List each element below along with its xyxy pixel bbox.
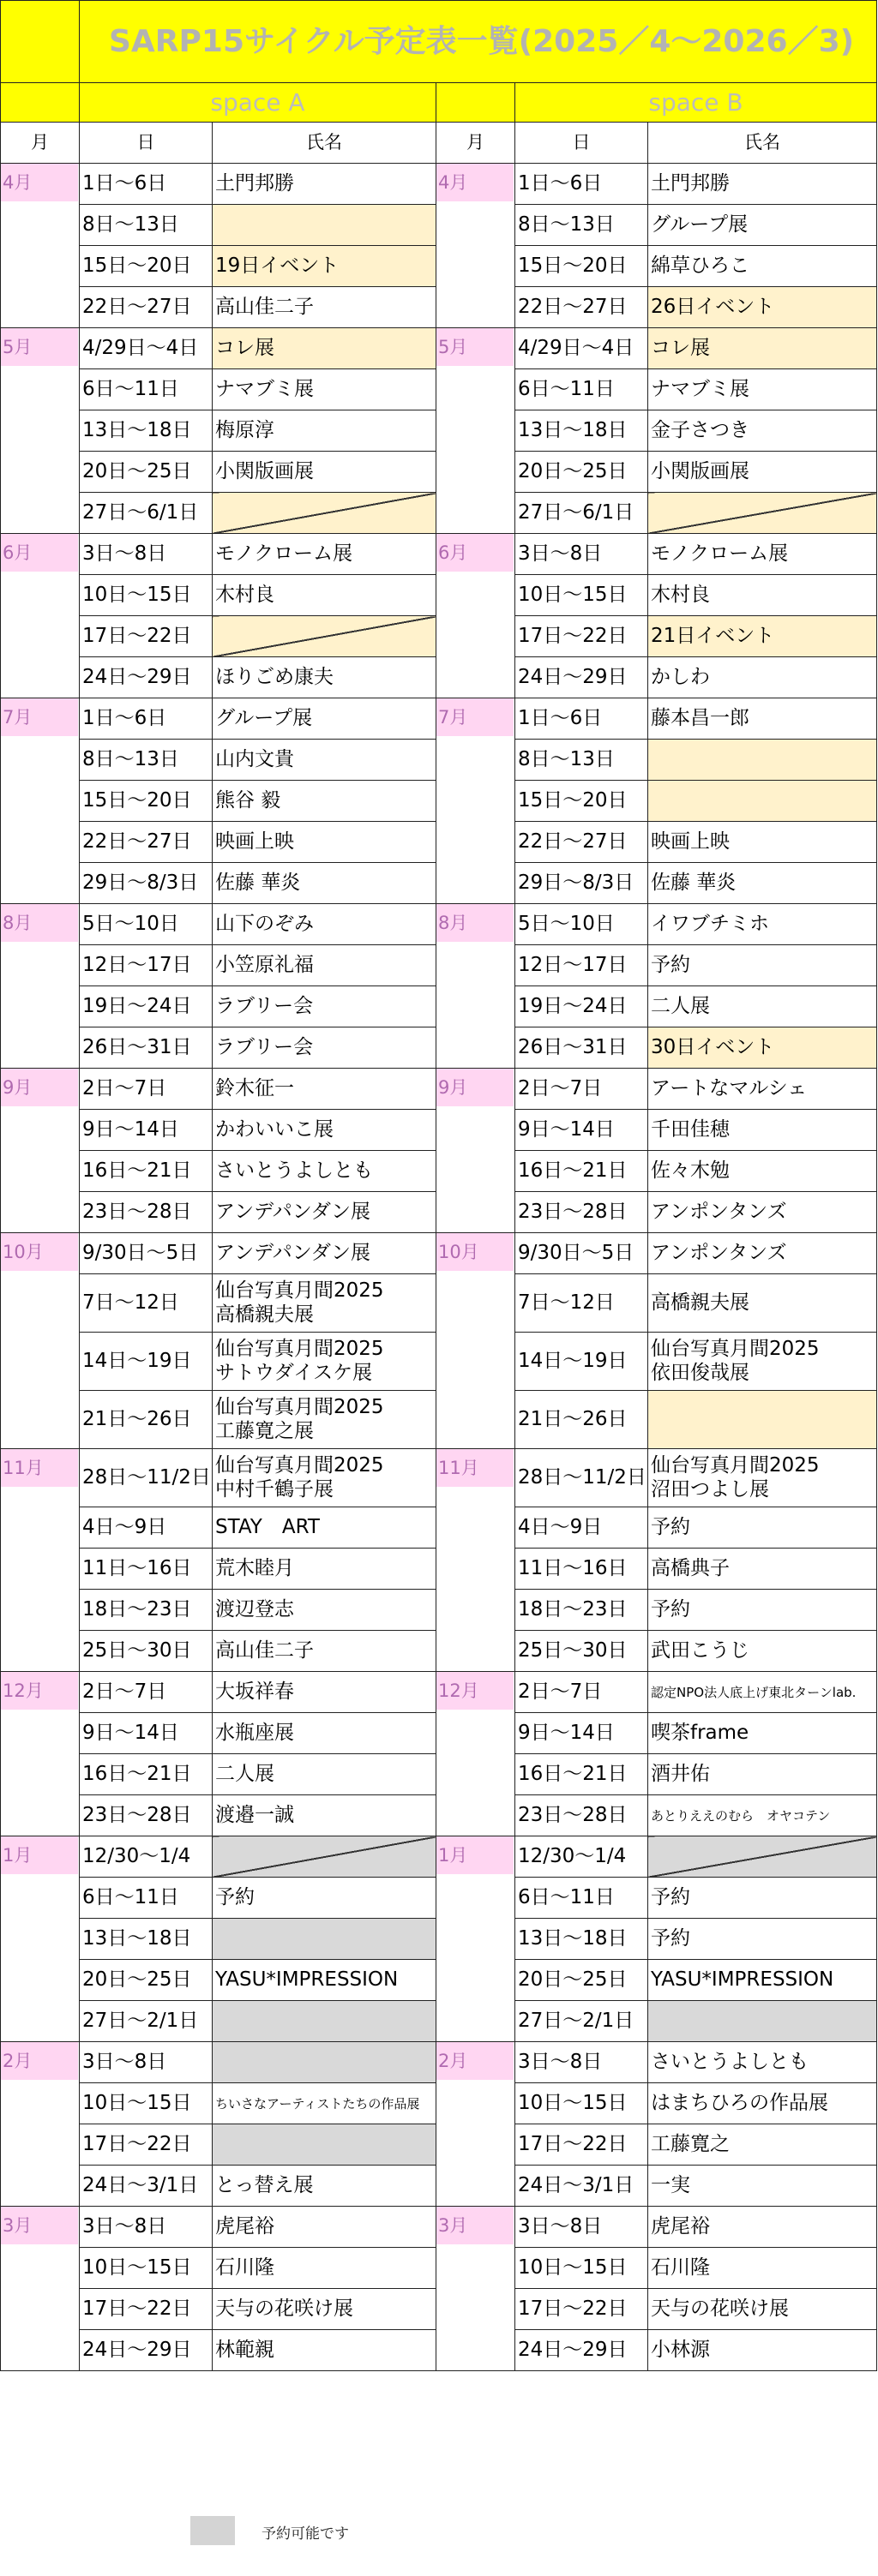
date-cell-b: 24日～29日 xyxy=(515,657,648,698)
date-cell-b: 3日～8日 xyxy=(515,2207,648,2248)
name-cell-b: 予約 xyxy=(648,1919,877,1960)
name-cell-a: 佐藤 華炎 xyxy=(213,863,436,904)
date-cell-b: 1日～6日 xyxy=(515,698,648,740)
date-cell-a: 23日～28日 xyxy=(80,1795,213,1836)
date-cell-b: 9/30日～5日 xyxy=(515,1233,648,1274)
available-legend-label: 予約可能です xyxy=(262,2525,349,2543)
date-cell-a: 10日～15日 xyxy=(80,575,213,616)
name-cell-b: 高橋親夫展 xyxy=(648,1274,877,1333)
name-cell-a: 荒木睦月 xyxy=(213,1549,436,1590)
date-cell-b: 24日～3/1日 xyxy=(515,2166,648,2207)
month-label: 8月 xyxy=(436,904,514,942)
name-cell-a: とっ替え展 xyxy=(213,2166,436,2207)
name-cell-a: 鈴木征一 xyxy=(213,1069,436,1110)
date-cell-b: 9日～14日 xyxy=(515,1713,648,1754)
name-cell-b xyxy=(648,1391,877,1449)
name-cell-a xyxy=(213,493,436,534)
name-cell-a xyxy=(213,1836,436,1878)
month-cell-a xyxy=(1,328,80,534)
name-cell-b: 一実 xyxy=(648,2166,877,2207)
name-cell-b: 予約 xyxy=(648,1878,877,1919)
name-cell-b: 喫茶frame xyxy=(648,1713,877,1754)
schedule-row xyxy=(1,698,877,740)
date-cell-b: 8日～13日 xyxy=(515,205,648,246)
month-label: 10月 xyxy=(436,1233,514,1271)
schedule-row xyxy=(1,1069,877,1110)
month-label: 6月 xyxy=(1,534,78,572)
name-cell-a: 梅原淳 xyxy=(213,410,436,452)
name-cell-b: 予約 xyxy=(648,1507,877,1549)
name-cell-b: 予約 xyxy=(648,1590,877,1631)
month-cell-b xyxy=(436,1449,515,1672)
month-cell-a xyxy=(1,2042,80,2207)
name-cell-b: 仙台写真月間2025 依田俊哉展 xyxy=(648,1333,877,1391)
name-cell-b: 木村良 xyxy=(648,575,877,616)
date-cell-a: 3日～8日 xyxy=(80,2207,213,2248)
name-cell-b: イワブチミホ xyxy=(648,904,877,945)
date-cell-b: 27日～2/1日 xyxy=(515,2001,648,2042)
date-cell-b: 10日～15日 xyxy=(515,2248,648,2289)
name-cell-a xyxy=(213,205,436,246)
date-cell-a: 7日～12日 xyxy=(80,1274,213,1333)
month-cell-b xyxy=(436,1233,515,1449)
date-cell-b: 17日～22日 xyxy=(515,2289,648,2330)
date-cell-a: 22日～27日 xyxy=(80,822,213,863)
name-cell-a: 小関版画展 xyxy=(213,452,436,493)
name-cell-a: さいとうよしとも xyxy=(213,1151,436,1192)
name-cell-a: 山下のぞみ xyxy=(213,904,436,945)
name-cell-b: ナマブミ展 xyxy=(648,369,877,410)
date-cell-b: 19日～24日 xyxy=(515,986,648,1027)
name-cell-a: 熊谷 毅 xyxy=(213,781,436,822)
date-cell-a: 10日～15日 xyxy=(80,2248,213,2289)
date-cell-b: 26日～31日 xyxy=(515,1027,648,1069)
schedule-row xyxy=(1,2207,877,2248)
name-cell-b: かしわ xyxy=(648,657,877,698)
month-cell-b xyxy=(436,1069,515,1233)
date-cell-b: 9日～14日 xyxy=(515,1110,648,1151)
name-cell-a: 林範親 xyxy=(213,2330,436,2371)
name-cell-a: 仙台写真月間2025 高橋親夫展 xyxy=(213,1274,436,1333)
date-cell-b: 21日～26日 xyxy=(515,1391,648,1449)
date-cell-a: 19日～24日 xyxy=(80,986,213,1027)
month-cell-a xyxy=(1,1449,80,1672)
date-cell-a: 1日～6日 xyxy=(80,164,213,205)
date-cell-b: 10日～15日 xyxy=(515,575,648,616)
month-cell-b xyxy=(436,1836,515,2042)
schedule-row xyxy=(1,1836,877,1878)
date-cell-b: 7日～12日 xyxy=(515,1274,648,1333)
month-cell-a xyxy=(1,1069,80,1233)
name-cell-b: アートなマルシェ xyxy=(648,1069,877,1110)
name-cell-b: 30日イベント xyxy=(648,1027,877,1069)
name-cell-a: 仙台写真月間2025 サトウダイスケ展 xyxy=(213,1333,436,1391)
name-cell-b: 酒井佑 xyxy=(648,1754,877,1795)
schedule-row xyxy=(1,1233,877,1274)
date-cell-a: 20日～25日 xyxy=(80,1960,213,2001)
name-cell-a: 高山佳二子 xyxy=(213,1631,436,1672)
date-cell-b: 4日～9日 xyxy=(515,1507,648,1549)
date-cell-b: 13日～18日 xyxy=(515,1919,648,1960)
date-cell-a: 12/30～1/4 xyxy=(80,1836,213,1878)
month-cell-b xyxy=(436,904,515,1069)
date-cell-b: 15日～20日 xyxy=(515,781,648,822)
name-cell-b: 高橋典子 xyxy=(648,1549,877,1590)
date-cell-b: 10日～15日 xyxy=(515,2083,648,2124)
date-cell-a: 8日～13日 xyxy=(80,740,213,781)
title-left-cell xyxy=(1,1,80,83)
name-cell-a: コレ展 xyxy=(213,328,436,369)
name-cell-a: 映画上映 xyxy=(213,822,436,863)
month-cell-b xyxy=(436,328,515,534)
name-cell-a xyxy=(213,2042,436,2083)
name-cell-b: 金子さつき xyxy=(648,410,877,452)
name-cell-a: 予約 xyxy=(213,1878,436,1919)
name-cell-b: モノクローム展 xyxy=(648,534,877,575)
month-cell-a xyxy=(1,534,80,698)
date-cell-b: 17日～22日 xyxy=(515,616,648,657)
space-b-label: space B xyxy=(515,83,877,123)
space-a-label: space A xyxy=(80,83,436,123)
name-cell-b: さいとうよしとも xyxy=(648,2042,877,2083)
date-cell-a: 24日～29日 xyxy=(80,2330,213,2371)
date-cell-b: 14日～19日 xyxy=(515,1333,648,1391)
name-cell-a: 19日イベント xyxy=(213,246,436,287)
name-cell-b: 認定NPO法人底上げ東北ターンlab. xyxy=(648,1672,877,1713)
date-cell-a: 15日～20日 xyxy=(80,246,213,287)
schedule-row xyxy=(1,2042,877,2083)
date-cell-a: 4日～9日 xyxy=(80,1507,213,1549)
name-cell-b: 21日イベント xyxy=(648,616,877,657)
month-label: 12月 xyxy=(436,1672,514,1710)
date-cell-a: 5日～10日 xyxy=(80,904,213,945)
name-cell-b xyxy=(648,2001,877,2042)
name-cell-b xyxy=(648,781,877,822)
date-cell-b: 28日～11/2日 xyxy=(515,1449,648,1507)
name-cell-b: 武田こうじ xyxy=(648,1631,877,1672)
month-cell-a xyxy=(1,904,80,1069)
month-label: 1月 xyxy=(1,1836,78,1874)
name-cell-a: かわいいこ展 xyxy=(213,1110,436,1151)
name-cell-a: 土門邦勝 xyxy=(213,164,436,205)
date-cell-b: 2日～7日 xyxy=(515,1069,648,1110)
date-cell-b: 6日～11日 xyxy=(515,369,648,410)
date-cell-b: 27日～6/1日 xyxy=(515,493,648,534)
name-cell-a: ラブリー会 xyxy=(213,1027,436,1069)
date-cell-b: 16日～21日 xyxy=(515,1754,648,1795)
date-cell-a: 24日～29日 xyxy=(80,657,213,698)
month-cell-b xyxy=(436,164,515,328)
name-cell-a: 山内文貴 xyxy=(213,740,436,781)
header-month-a: 月 xyxy=(1,123,80,164)
month-cell-a xyxy=(1,164,80,328)
date-cell-b: 29日～8/3日 xyxy=(515,863,648,904)
date-cell-a: 16日～21日 xyxy=(80,1151,213,1192)
month-label: 7月 xyxy=(436,698,514,736)
date-cell-b: 22日～27日 xyxy=(515,287,648,328)
date-cell-a: 3日～8日 xyxy=(80,534,213,575)
date-cell-a: 12日～17日 xyxy=(80,945,213,986)
date-cell-a: 13日～18日 xyxy=(80,1919,213,1960)
date-cell-a: 24日～3/1日 xyxy=(80,2166,213,2207)
name-cell-b: 虎尾裕 xyxy=(648,2207,877,2248)
name-cell-a: グループ展 xyxy=(213,698,436,740)
name-cell-a: アンデパンダン展 xyxy=(213,1192,436,1233)
name-cell-a: STAY ART xyxy=(213,1507,436,1549)
name-cell-b: 佐藤 華炎 xyxy=(648,863,877,904)
month-label: 3月 xyxy=(1,2207,78,2244)
available-legend-swatch xyxy=(190,2516,235,2545)
date-cell-a: 17日～22日 xyxy=(80,616,213,657)
space-left-cell xyxy=(1,83,80,123)
name-cell-a: 高山佳二子 xyxy=(213,287,436,328)
month-cell-b xyxy=(436,1672,515,1836)
date-cell-a: 28日～11/2日 xyxy=(80,1449,213,1507)
month-label: 9月 xyxy=(436,1069,514,1106)
schedule-row xyxy=(1,328,877,369)
month-label: 10月 xyxy=(1,1233,78,1271)
month-label: 4月 xyxy=(1,164,78,201)
date-cell-b: 8日～13日 xyxy=(515,740,648,781)
month-label: 2月 xyxy=(436,2042,514,2080)
date-cell-b: 12/30～1/4 xyxy=(515,1836,648,1878)
date-cell-b: 18日～23日 xyxy=(515,1590,648,1631)
date-cell-b: 1日～6日 xyxy=(515,164,648,205)
month-cell-b xyxy=(436,2042,515,2207)
space-mid-cell xyxy=(436,83,515,123)
date-cell-a: 4/29日～4日 xyxy=(80,328,213,369)
date-cell-b: 15日～20日 xyxy=(515,246,648,287)
name-cell-b: 綿草ひろこ xyxy=(648,246,877,287)
name-cell-b: あとりええのむら オヤコテン xyxy=(648,1795,877,1836)
name-cell-a: 渡邉一誠 xyxy=(213,1795,436,1836)
date-cell-b: 20日～25日 xyxy=(515,1960,648,2001)
name-cell-a: 二人展 xyxy=(213,1754,436,1795)
month-cell-b xyxy=(436,534,515,698)
date-cell-a: 9日～14日 xyxy=(80,1110,213,1151)
page-title: SARP15サイクル予定表一覧(2025／4～2026／3) xyxy=(80,1,877,83)
date-cell-b: 13日～18日 xyxy=(515,410,648,452)
month-label: 12月 xyxy=(1,1672,78,1710)
date-cell-a: 6日～11日 xyxy=(80,369,213,410)
date-cell-b: 25日～30日 xyxy=(515,1631,648,1672)
date-cell-b: 12日～17日 xyxy=(515,945,648,986)
month-label: 11月 xyxy=(1,1449,78,1487)
name-cell-b: 26日イベント xyxy=(648,287,877,328)
name-cell-a: ちいさなアーティストたちの作品展 xyxy=(213,2083,436,2124)
name-cell-a: 天与の花咲け展 xyxy=(213,2289,436,2330)
name-cell-a: 仙台写真月間2025 工藤寛之展 xyxy=(213,1391,436,1449)
name-cell-a: アンデパンダン展 xyxy=(213,1233,436,1274)
date-cell-a: 17日～22日 xyxy=(80,2124,213,2166)
date-cell-a: 27日～2/1日 xyxy=(80,2001,213,2042)
date-cell-a: 18日～23日 xyxy=(80,1590,213,1631)
month-label: 2月 xyxy=(1,2042,78,2080)
date-cell-a: 22日～27日 xyxy=(80,287,213,328)
month-label: 5月 xyxy=(436,328,514,366)
name-cell-a xyxy=(213,2001,436,2042)
date-cell-a: 3日～8日 xyxy=(80,2042,213,2083)
name-cell-a: 渡辺登志 xyxy=(213,1590,436,1631)
name-cell-b xyxy=(648,740,877,781)
name-cell-b: 小林源 xyxy=(648,2330,877,2371)
date-cell-a: 14日～19日 xyxy=(80,1333,213,1391)
schedule-row xyxy=(1,1672,877,1713)
month-label: 8月 xyxy=(1,904,78,942)
name-cell-b: 小関版画展 xyxy=(648,452,877,493)
name-cell-b: アンポンタンズ xyxy=(648,1192,877,1233)
name-cell-b: グループ展 xyxy=(648,205,877,246)
name-cell-a: モノクローム展 xyxy=(213,534,436,575)
date-cell-a: 21日～26日 xyxy=(80,1391,213,1449)
date-cell-a: 15日～20日 xyxy=(80,781,213,822)
date-cell-b: 24日～29日 xyxy=(515,2330,648,2371)
schedule-row xyxy=(1,904,877,945)
name-cell-a: YASU*IMPRESSION xyxy=(213,1960,436,2001)
month-cell-b xyxy=(436,2207,515,2371)
date-cell-a: 13日～18日 xyxy=(80,410,213,452)
date-cell-a: 2日～7日 xyxy=(80,1069,213,1110)
name-cell-a: 水瓶座展 xyxy=(213,1713,436,1754)
date-cell-b: 5日～10日 xyxy=(515,904,648,945)
month-label: 11月 xyxy=(436,1449,514,1487)
date-cell-b: 6日～11日 xyxy=(515,1878,648,1919)
name-cell-b: 映画上映 xyxy=(648,822,877,863)
month-label: 5月 xyxy=(1,328,78,366)
date-cell-a: 11日～16日 xyxy=(80,1549,213,1590)
date-cell-a: 27日～6/1日 xyxy=(80,493,213,534)
header-day-a: 日 xyxy=(80,123,213,164)
schedule-row xyxy=(1,164,877,205)
name-cell-b: 天与の花咲け展 xyxy=(648,2289,877,2330)
month-cell-a xyxy=(1,2207,80,2371)
date-cell-b: 4/29日～4日 xyxy=(515,328,648,369)
date-cell-b: 22日～27日 xyxy=(515,822,648,863)
name-cell-b: コレ展 xyxy=(648,328,877,369)
date-cell-a: 1日～6日 xyxy=(80,698,213,740)
name-cell-a: 小笠原礼福 xyxy=(213,945,436,986)
space-row xyxy=(1,83,877,123)
date-cell-a: 9/30日～5日 xyxy=(80,1233,213,1274)
date-cell-a: 20日～25日 xyxy=(80,452,213,493)
name-cell-b: 仙台写真月間2025 沼田つよし展 xyxy=(648,1449,877,1507)
name-cell-b: 佐々木勉 xyxy=(648,1151,877,1192)
title-row xyxy=(1,1,877,83)
date-cell-a: 8日～13日 xyxy=(80,205,213,246)
month-cell-a xyxy=(1,698,80,904)
name-cell-a xyxy=(213,1919,436,1960)
date-cell-b: 3日～8日 xyxy=(515,2042,648,2083)
schedule-row xyxy=(1,1449,877,1507)
header-name-b: 氏名 xyxy=(648,123,877,164)
name-cell-a xyxy=(213,2124,436,2166)
name-cell-b: 千田佳穂 xyxy=(648,1110,877,1151)
month-label: 1月 xyxy=(436,1836,514,1874)
date-cell-b: 3日～8日 xyxy=(515,534,648,575)
month-label: 4月 xyxy=(436,164,514,201)
month-cell-b xyxy=(436,698,515,904)
date-cell-b: 20日～25日 xyxy=(515,452,648,493)
name-cell-b: はまちひろの作品展 xyxy=(648,2083,877,2124)
month-label: 3月 xyxy=(436,2207,514,2244)
name-cell-a: ナマブミ展 xyxy=(213,369,436,410)
date-cell-b: 23日～28日 xyxy=(515,1192,648,1233)
date-cell-a: 26日～31日 xyxy=(80,1027,213,1069)
date-cell-b: 2日～7日 xyxy=(515,1672,648,1713)
date-cell-a: 2日～7日 xyxy=(80,1672,213,1713)
month-label: 9月 xyxy=(1,1069,78,1106)
date-cell-b: 23日～28日 xyxy=(515,1795,648,1836)
name-cell-b: 工藤寛之 xyxy=(648,2124,877,2166)
name-cell-a: 仙台写真月間2025 中村千鶴子展 xyxy=(213,1449,436,1507)
month-cell-a xyxy=(1,1233,80,1449)
name-cell-a: 木村良 xyxy=(213,575,436,616)
month-label: 7月 xyxy=(1,698,78,736)
date-cell-a: 17日～22日 xyxy=(80,2289,213,2330)
name-cell-a: 石川隆 xyxy=(213,2248,436,2289)
date-cell-a: 6日～11日 xyxy=(80,1878,213,1919)
name-cell-b: 石川隆 xyxy=(648,2248,877,2289)
date-cell-a: 10日～15日 xyxy=(80,2083,213,2124)
name-cell-b: アンポンタンズ xyxy=(648,1233,877,1274)
date-cell-a: 16日～21日 xyxy=(80,1754,213,1795)
month-cell-a xyxy=(1,1836,80,2042)
date-cell-b: 11日～16日 xyxy=(515,1549,648,1590)
name-cell-b: YASU*IMPRESSION xyxy=(648,1960,877,2001)
date-cell-b: 17日～22日 xyxy=(515,2124,648,2166)
name-cell-a: 虎尾裕 xyxy=(213,2207,436,2248)
date-cell-a: 23日～28日 xyxy=(80,1192,213,1233)
name-cell-a: 大坂祥春 xyxy=(213,1672,436,1713)
column-header-row xyxy=(1,123,877,164)
name-cell-b xyxy=(648,493,877,534)
header-month-b: 月 xyxy=(436,123,515,164)
name-cell-b: 予約 xyxy=(648,945,877,986)
name-cell-b: 藤本昌一郎 xyxy=(648,698,877,740)
date-cell-b: 16日～21日 xyxy=(515,1151,648,1192)
name-cell-a: ほりごめ康夫 xyxy=(213,657,436,698)
header-day-b: 日 xyxy=(515,123,648,164)
header-name-a: 氏名 xyxy=(213,123,436,164)
name-cell-b xyxy=(648,1836,877,1878)
name-cell-b: 土門邦勝 xyxy=(648,164,877,205)
month-cell-a xyxy=(1,1672,80,1836)
date-cell-a: 9日～14日 xyxy=(80,1713,213,1754)
name-cell-a xyxy=(213,616,436,657)
month-label: 6月 xyxy=(436,534,514,572)
name-cell-a: ラブリー会 xyxy=(213,986,436,1027)
name-cell-b: 二人展 xyxy=(648,986,877,1027)
date-cell-a: 29日～8/3日 xyxy=(80,863,213,904)
date-cell-a: 25日～30日 xyxy=(80,1631,213,1672)
schedule-row xyxy=(1,534,877,575)
